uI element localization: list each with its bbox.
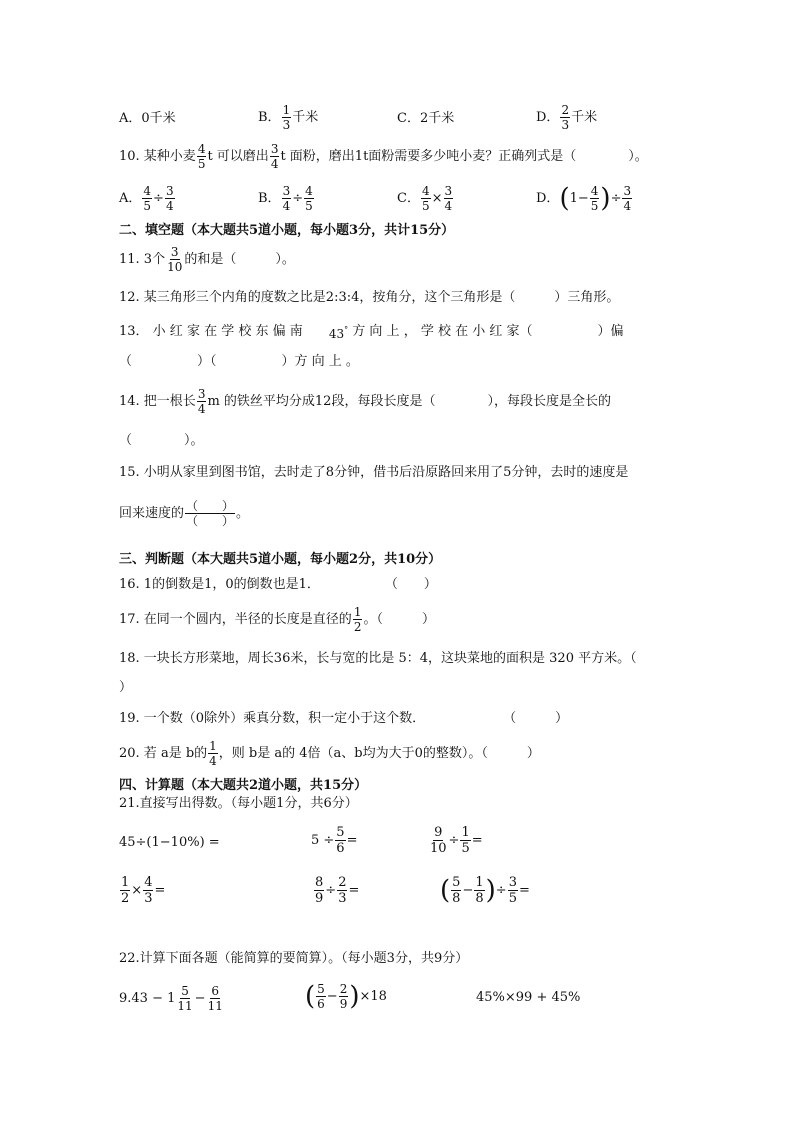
question-12: 12. 某三角形三个内角的度数之比是2:3:4，按角分，这个三角形是（ ）三角形。 [119,290,620,305]
q22-expr-1: 9.43 − 1 $\frac{5}{11}$ − $\frac{6}{11}$ [119,984,223,1013]
question-13-line-1: 13． 小 红 家 在 学 校 东 偏 南 43° 方 向 上 ， 学 校 在 小 红 家（ ）偏 [119,324,624,341]
question-10: 10. 某种小麦 $\frac{4}{5}$ t 可以磨出 $\frac{3}{4}$ t 面粉，磨出1t面粉需要多少吨小麦？正确列式是（ ）。 [119,142,648,171]
question-11: 11. 3个 $\frac{3}{10}$ 的和是（ ）。 [119,245,295,274]
section-3-heading: 三、判断题（本大题共5道小题，每小题2分，共10分） [119,552,442,567]
section-4-heading: 四、计算题（本大题共2道小题，共15分） [119,778,368,793]
section-2-heading: 二、填空题（本大题共5道小题，每小题3分，共计15分） [119,223,455,238]
question-15-line-2: 回来速度的 $\frac{( )}{( )}$ 。 [119,499,250,528]
q21-expr-2: 5 ÷ $\frac{5}{6}$ = [311,825,358,856]
q9-b-fraction: $\frac{1}{3}$ [282,103,291,132]
q10-option-d: D．(1− $\frac{4}{5}$ )÷ $\frac{3}{4}$ [536,183,632,214]
q10-option-b: B． $\frac{3}{4}$ ÷ $\frac{4}{5}$ [258,184,313,213]
question-19: 19. 一个数（0除外）乘真分数，积一定小于这个数． （ ） [119,711,569,726]
q21-expr-5: $\frac{8}{9}$ ÷ $\frac{2}{3}$ = [315,875,360,906]
q9-d-fraction: $\frac{2}{3}$ [561,103,570,132]
question-20: 20. 若 a是 b的 $\frac{1}{4}$ ，则 b是 a的 4倍（a、b均为大于0的整数）。（ ） [119,739,540,768]
q22-expr-3: 45%×99 + 45% [476,990,581,1005]
q21-expr-3: $\frac{9}{10}$ ÷ $\frac{1}{5}$ = [430,825,483,856]
q9-b-prefix: B． [258,110,281,125]
q9-option-c: C．2千米 [397,111,455,126]
q21-expr-1: 45÷(1−10%) = [119,835,220,850]
q9-option-d: D． $\frac{2}{3}$ 千米 [536,103,598,132]
q21-expr-6: ( $\frac{5}{8}$ − $\frac{1}{8}$ )÷ $\frac{3}{5}$ = [440,875,530,906]
question-18-line-1: 18. 一块长方形菜地，周长36米，长与宽的比是 5：4，这块菜地的面积是 320 平方米。（ [119,651,637,666]
q10-fraction-2: $\frac{3}{4}$ [270,142,279,171]
question-22: 22.计算下面各题（能简算的要简算）。（每小题3分，共9分） [119,951,469,966]
q10-option-c: C． $\frac{4}{5}$ × $\frac{3}{4}$ [397,184,453,213]
q10-fraction-1: $\frac{4}{5}$ [197,142,206,171]
question-14-line-1: 14. 把一根长 $\frac{3}{4}$ m 的铁丝平均分成12段，每段长度是（ ），每段长度是全长的 [119,387,611,416]
q21-expr-4: $\frac{1}{2}$ × $\frac{4}{3}$ = [121,875,166,906]
q9-b-unit: 千米 [292,110,319,125]
question-16: 16. 1的倒数是1，0的倒数也是1． （ ） [119,577,437,592]
question-17: 17. 在同一个圆内，半径的长度是直径的 $\frac{1}{2}$ 。（ ） [119,605,435,634]
q13-angle: 43 [328,327,345,341]
q9-option-a: A．0千米 [119,111,176,126]
q9-option-b [258,104,318,131]
question-14-line-2: （ ）。 [119,433,204,448]
q22-expr-2: ( $\frac{5}{6}$ − $\frac{2}{9}$ )×18 [305,981,387,1012]
question-15-line-1: 15. 小明从家里到图书馆，去时走了8分钟，借书后沿原路回来用了5分钟，去时的速度是 [119,465,629,480]
question-18-line-2: ） [119,680,133,695]
q10-option-a: A． $\frac{4}{5}$ ÷ $\frac{3}{4}$ [119,184,174,213]
question-13-line-2: （ ）（ ）方 向 上 。 [119,354,359,369]
question-21: 21.直接写出得数。（每小题1分，共6分） [119,796,358,811]
